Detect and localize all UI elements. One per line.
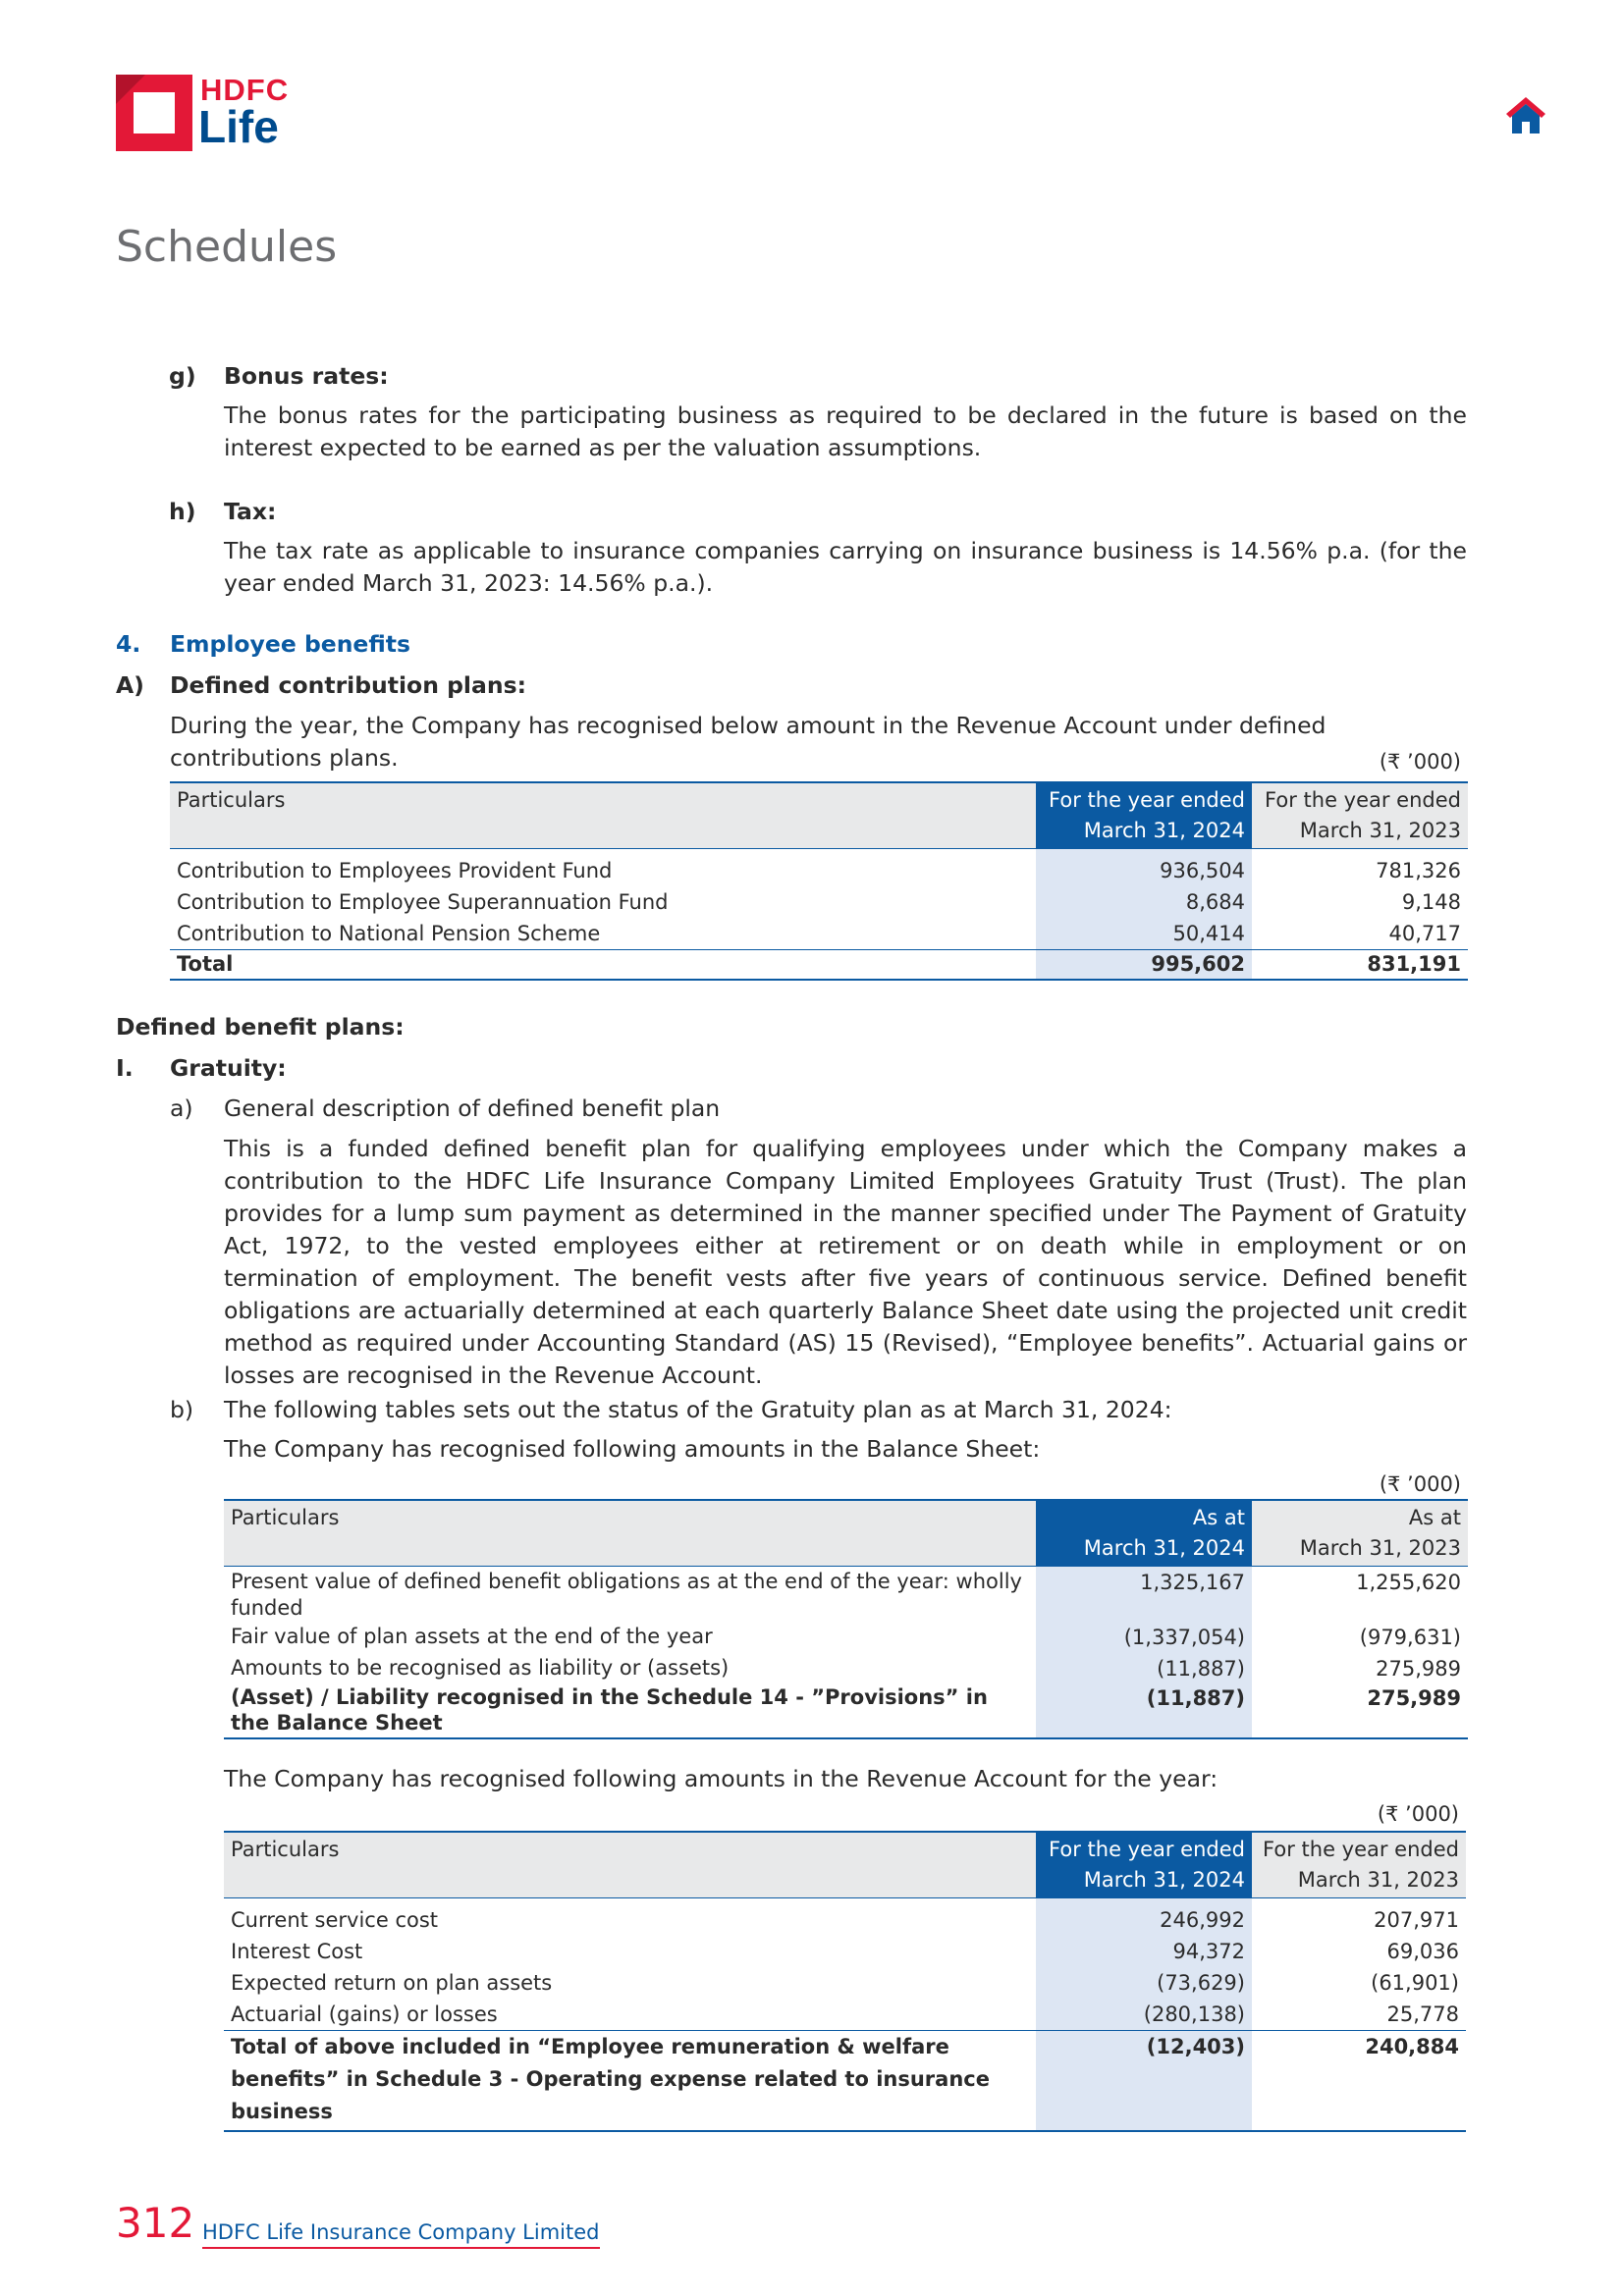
total-value-2024: (12,403) [1036,2031,1252,2132]
table-row [170,886,1468,918]
page-number: 312 [116,2199,195,2247]
header-particulars: Particulars [224,1500,1036,1567]
table-revenue-account [224,1831,1466,2132]
section-a-intro: During the year, the Company has recognised below amount in the Revenue Account under defined contributions plans. [170,712,1326,772]
row-value-2023: 9,148 [1401,890,1461,914]
row-value-2023: 40,717 [1388,922,1461,945]
table-balance-sheet [224,1499,1468,1739]
revenue-intro: The Company has recognised following amounts in the Revenue Account for the year: [224,1765,1218,1792]
table-row [224,1999,1466,2031]
header-col-2024: For the year ended March 31, 2024 [1036,782,1252,849]
logo-mark [116,75,192,151]
company-logo [116,75,302,157]
table1-unit: (₹ ’000) [1379,750,1461,774]
row-label: Current service cost [231,1908,439,1932]
row-value-2024: 246,992 [1036,1898,1252,1937]
section-4-heading: Employee benefits [170,630,411,658]
logo-text-life: Life [198,101,279,152]
total-label: Total [170,950,1036,981]
total-value-2023: 275,989 [1252,1684,1468,1738]
header-col-2024: For the year ended March 31, 2024 [1036,1832,1252,1898]
logo-text-hdfc: HDFC [200,73,290,107]
table-row [224,1967,1466,1999]
row-label: Fair value of plan assets at the end of the year [231,1625,713,1648]
section-4-marker: 4. [116,630,141,658]
header-col-2023: As at March 31, 2023 [1252,1500,1468,1567]
row-label: Contribution to National Pension Scheme [177,922,601,945]
total-value-2023: 240,884 [1252,2031,1466,2132]
defined-benefit-heading: Defined benefit plans: [116,1013,405,1041]
table-total-row [170,950,1468,981]
row-label: Amounts to be recognised as liability or (assets) [231,1656,730,1680]
item-a-text: This is a funded defined benefit plan for qualifying employees under which the Company makes a contribution to the HDFC Life Insurance Company Limited Employees Gratuity Trust (Trust). The plan provides for a lump sum payment as determined in the manner specified under The Payment of Gratuity Act, 1972, to the vested employees either at retirement or on death while in employment or on termination of employment. The benefit vests after five years of continuous service. Defined benefit obligations are actuarially determined at each quarterly Balance Sheet date using the projected unit credit method as required under Accounting Standard (AS) 15 (Revised), “Employee benefits”. Actuarial gains or losses are recognised in the Revenue Account. [224,1135,1467,1389]
row-value-2023: 25,778 [1386,2002,1459,2026]
gratuity-heading: Gratuity: [170,1054,287,1082]
section-g-marker: g) [169,362,196,390]
table-total-row [224,2031,1466,2132]
row-value-2023: 207,971 [1374,1908,1459,1932]
row-label: Contribution to Employee Superannuation Fund [177,890,669,914]
section-a-marker: A) [116,671,144,699]
table2-unit: (₹ ’000) [1379,1472,1461,1496]
page-title: Schedules [116,222,338,272]
row-value-2023: 781,326 [1376,859,1461,882]
table-row [170,849,1468,887]
row-label: Actuarial (gains) or losses [231,2002,498,2026]
total-label: (Asset) / Liability recognised in the Schedule 14 - ”Provisions” in the Balance Sheet [224,1684,1036,1738]
header-particulars: Particulars [224,1832,1036,1898]
table-header-row [170,782,1468,849]
table-row [224,1622,1468,1653]
row-value-2024: 8,684 [1036,886,1252,918]
row-value-2024: (73,629) [1036,1967,1252,1999]
section-g-heading: Bonus rates: [224,362,389,390]
row-value-2023: (979,631) [1359,1626,1461,1649]
section-g-text: The bonus rates for the participating business as required to be declared in the future is based on the interest expected to be earned as per the valuation assumptions. [224,401,1467,461]
table-row [224,1936,1466,1967]
table-row [224,1567,1468,1623]
item-b-text-2: The Company has recognised following amounts in the Balance Sheet: [224,1435,1041,1463]
row-value-2023: 275,989 [1376,1657,1461,1681]
section-a-heading: Defined contribution plans: [170,671,526,699]
row-value-2023: 69,036 [1386,1940,1459,1963]
row-value-2024: (1,337,054) [1036,1622,1252,1653]
table-defined-contribution [170,781,1468,981]
gratuity-marker: I. [116,1054,134,1082]
table3-unit: (₹ ’000) [1377,1802,1459,1826]
table-header-row [224,1832,1466,1898]
total-value-2024: 995,602 [1036,950,1252,981]
row-label: Present value of defined benefit obligations as at the end of the year: wholly funded [231,1570,1022,1620]
table-row [224,1898,1466,1937]
table-row [170,918,1468,950]
total-value-2023: 831,191 [1252,950,1468,981]
section-h-heading: Tax: [224,498,277,525]
row-value-2024: 936,504 [1036,849,1252,887]
row-value-2024: 50,414 [1036,918,1252,950]
row-label: Contribution to Employees Provident Fund [177,859,613,882]
header-col-2024: As at March 31, 2024 [1036,1500,1252,1567]
table-row [224,1653,1468,1684]
home-icon[interactable] [1504,94,1547,135]
item-a-marker: a) [170,1095,193,1122]
header-col-2023: For the year ended March 31, 2023 [1252,782,1468,849]
row-label: Interest Cost [231,1940,363,1963]
row-value-2023: 1,255,620 [1356,1571,1461,1594]
row-value-2024: 1,325,167 [1036,1567,1252,1623]
row-value-2024: (11,887) [1036,1653,1252,1684]
footer-company-name: HDFC Life Insurance Company Limited [202,2220,600,2249]
header-col-2023: For the year ended March 31, 2023 [1252,1832,1466,1898]
table-header-row [224,1500,1468,1567]
item-b-marker: b) [170,1396,194,1423]
row-value-2023: (61,901) [1371,1971,1459,1995]
item-a-heading: General description of defined benefit plan [224,1095,721,1122]
total-value-2024: (11,887) [1036,1684,1252,1738]
section-h-marker: h) [169,498,196,525]
total-label: Total of above included in “Employee remuneration & welfare benefits” in Schedule 3 - Operating expense related to insurance business [224,2031,1036,2132]
row-label: Expected return on plan assets [231,1971,553,1995]
header-particulars: Particulars [170,782,1036,849]
item-b-text-1: The following tables sets out the status of the Gratuity plan as at March 31, 2024: [224,1396,1172,1423]
row-value-2024: (280,138) [1036,1999,1252,2031]
table-total-row [224,1684,1468,1738]
section-h-text: The tax rate as applicable to insurance companies carrying on insurance business is 14.56% p.a. (for the year ended March 31, 2023: 14.56% p.a.). [224,537,1467,597]
row-value-2024: 94,372 [1036,1936,1252,1967]
